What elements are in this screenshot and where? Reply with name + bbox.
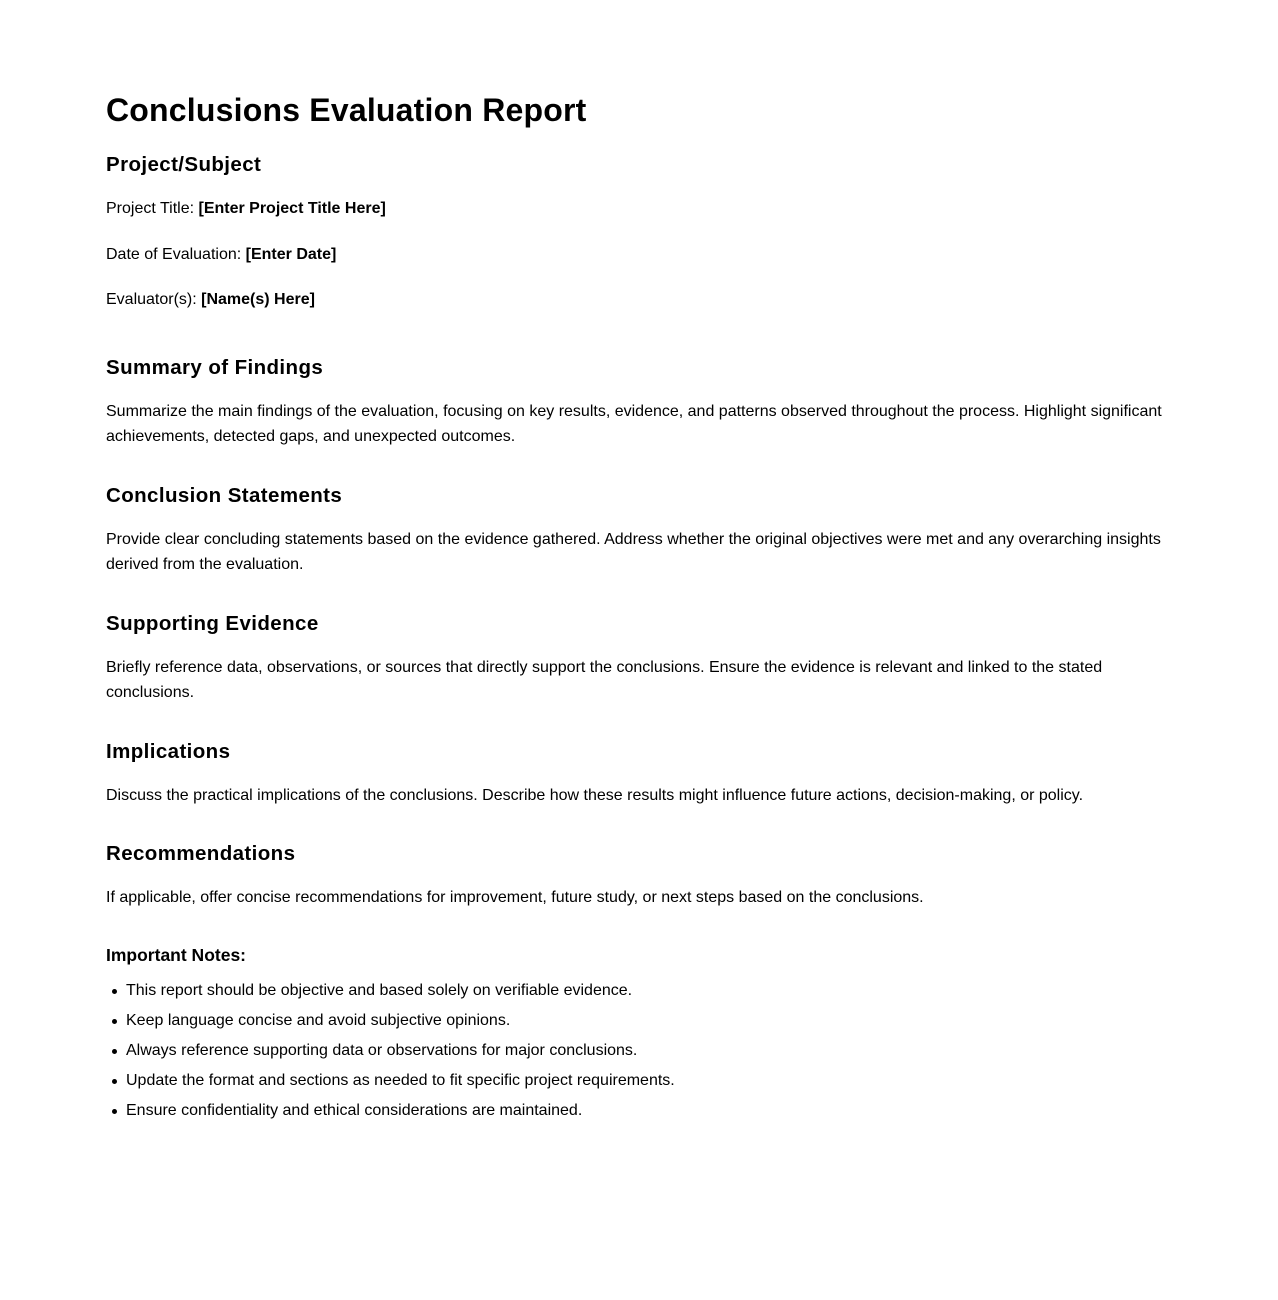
field-value: [Enter Date] (245, 245, 337, 263)
section-heading-implications: Implications (106, 739, 231, 763)
conclusion-statements-section (106, 483, 1172, 578)
field-label: Evaluator(s): (106, 291, 202, 308)
bullet-icon (112, 1019, 117, 1024)
notes-list (106, 980, 1172, 1122)
section-paragraph: If applicable, offer concise recommendations for improvement, future study, or next steps based on the conclusions. (106, 889, 924, 906)
section-heading-project-subject: Project/Subject (106, 153, 262, 176)
notes-heading: Important Notes: (106, 944, 246, 965)
list-item-text: This report should be objective and based solely on verifiable evidence. (126, 981, 633, 999)
bullet-icon (112, 1049, 117, 1054)
section-heading-conclusion-statements: Conclusion Statements (106, 483, 343, 507)
implications-section (106, 739, 1172, 809)
summary-of-findings-section (106, 355, 1172, 450)
bullet-icon (112, 989, 117, 994)
section-paragraph: Discuss the practical implications of the conclusions. Describe how these results might influence future actions, decision-making, or policy. (106, 786, 1084, 804)
bullet-icon (112, 1079, 117, 1084)
evaluators-field (106, 287, 1172, 313)
section-heading-summary-of-findings: Summary of Findings (106, 355, 324, 379)
list-item-text: Update the format and sections as needed to fit specific project requirements. (126, 1071, 675, 1089)
section-paragraph: Summarize the main findings of the evaluation, focusing on key results, evidence, and patterns observed throughout the process. Highlight significant achievements, detected gaps, and unexpected outcomes. (106, 402, 1162, 445)
supporting-evidence-section (106, 611, 1172, 706)
field-value: [Enter Project Title Here] (198, 200, 386, 217)
list-item (126, 1010, 1172, 1032)
list-item (126, 980, 1172, 1002)
section-paragraph: Briefly reference data, observations, or sources that directly support the conclusions. Ensure the evidence is relevant and linked to the stated conclusions. (106, 658, 1103, 701)
list-item-text: Ensure confidentiality and ethical considerations are maintained. (126, 1101, 583, 1119)
list-item (126, 1070, 1172, 1092)
list-item-text: Always reference supporting data or observations for major conclusions. (126, 1041, 638, 1059)
section-paragraph: Provide clear concluding statements based on the evidence gathered. Address whether the original objectives were met and any overarching insights derived from the evaluation. (106, 530, 1161, 573)
list-item (126, 1100, 1172, 1122)
field-label: Date of Evaluation: (106, 245, 246, 263)
section-heading-supporting-evidence: Supporting Evidence (106, 611, 319, 635)
evaluation-date-field (106, 242, 1172, 268)
project-subject-section (106, 152, 1172, 313)
project-title-field (106, 196, 1172, 222)
important-notes (106, 944, 1172, 1122)
list-item (126, 1040, 1172, 1062)
bullet-icon (112, 1109, 117, 1114)
section-heading-recommendations: Recommendations (106, 842, 296, 865)
field-label: Project Title: (106, 200, 199, 217)
page-title: Conclusions Evaluation Report (106, 92, 587, 128)
list-item-text: Keep language concise and avoid subjective opinions. (126, 1011, 511, 1029)
field-value: [Name(s) Here] (201, 291, 315, 308)
recommendations-section (106, 841, 1172, 911)
